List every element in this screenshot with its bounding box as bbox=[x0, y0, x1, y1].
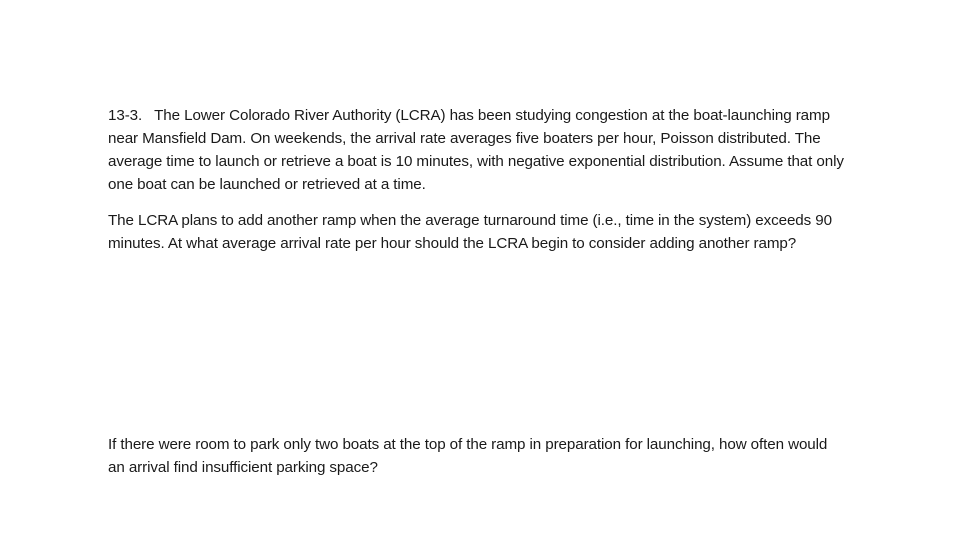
problem-number: 13-3. bbox=[108, 107, 143, 124]
question-ramp-paragraph: The LCRA plans to add another ramp when the average turnaround time (i.e., time in the system) exceeds 90 minutes. At what average arrival rate per hour should the LCRA begin to consider adding another ramp? bbox=[108, 212, 832, 252]
question-parking-paragraph: If there were room to park only two boats at the top of the ramp in preparation for launching, how often would an arrival find insufficient parking space? bbox=[108, 436, 828, 476]
problem-intro-paragraph bbox=[108, 104, 848, 196]
problem-intro-text: The Lower Colorado River Authority (LCRA) has been studying congestion at the boat-launching ramp near Mansfield Dam. On weekends, the arrival rate averages five boaters per hour, Poisson distributed. The average time to launch or retrieve a boat is 10 minutes, with negative exponential distribution. Assume that only one boat can be launched or retrieved at a time. bbox=[108, 107, 844, 193]
